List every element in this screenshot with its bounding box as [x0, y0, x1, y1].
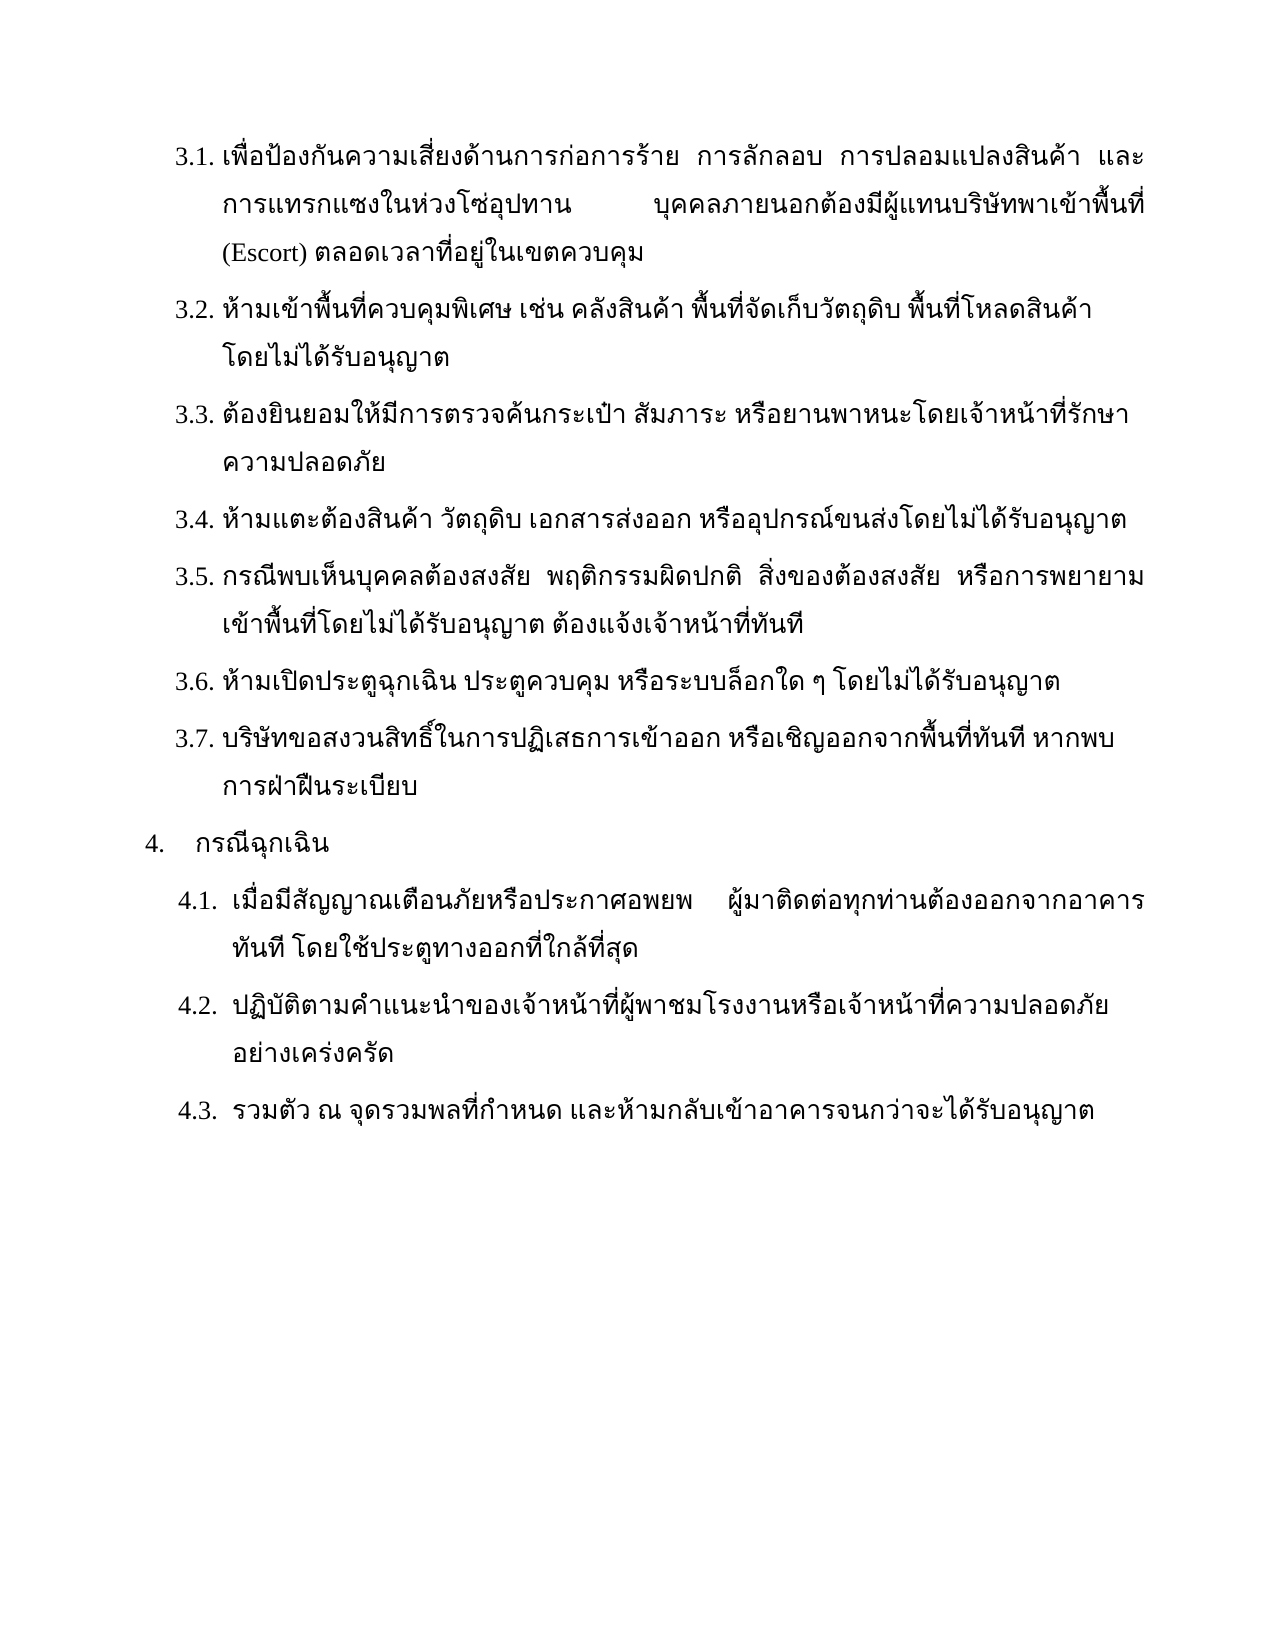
list-item — [0, 657, 1275, 705]
document-body — [0, 132, 1275, 1143]
list-item-text: กรณีพบเห็นบุคคลต้องสงสัย พฤติกรรมผิดปกติ สิ่งของต้องสงสัย หรือการพยายามเข้าพื้นที่โดยไม่ได้รับอนุญาต ต้องแจ้งเจ้าหน้าที่ทันที — [222, 561, 1145, 639]
list-item — [0, 1086, 1275, 1134]
section-heading-text: กรณีฉุกเฉิน — [195, 828, 330, 858]
list-item-text: บริษัทขอสงวนสิทธิ์ในการปฏิเสธการเข้าออก หรือเชิญออกจากพื้นที่ทันที หากพบการฝ่าฝืนระเบียบ — [222, 723, 1115, 801]
list-item-text: ห้ามเปิดประตูฉุกเฉิน ประตูควบคุม หรือระบบล็อกใด ๆ โดยไม่ได้รับอนุญาต — [222, 666, 1061, 696]
list-marker: 3.6. — [175, 666, 215, 696]
list-item-text: ต้องยินยอมให้มีการตรวจค้นกระเป๋า สัมภาระ หรือยานพาหนะโดยเจ้าหน้าที่รักษาความปลอดภัย — [222, 399, 1130, 477]
list-marker: 3.7. — [175, 723, 215, 753]
section-heading — [0, 819, 1275, 867]
list-item-text: ห้ามแตะต้องสินค้า วัตถุดิบ เอกสารส่งออก หรืออุปกรณ์ขนส่งโดยไม่ได้รับอนุญาต — [222, 504, 1128, 534]
list-item — [0, 714, 1275, 810]
list-item — [0, 981, 1275, 1077]
list-marker: 3.5. — [175, 561, 215, 591]
list-marker: 3.3. — [175, 399, 215, 429]
list-marker: 3.4. — [175, 504, 215, 534]
list-marker: 3.1. — [175, 141, 215, 171]
list-item — [0, 876, 1275, 972]
list-marker: 4.3. — [178, 1095, 218, 1125]
list-item-text: ปฏิบัติตามคำแนะนำของเจ้าหน้าที่ผู้พาชมโรงงานหรือเจ้าหน้าที่ความปลอดภัยอย่างเคร่งครัด — [232, 990, 1110, 1068]
list-item — [0, 552, 1275, 648]
list-item — [0, 132, 1275, 276]
list-item-text: เมื่อมีสัญญาณเตือนภัยหรือประกาศอพยพ ผู้มาติดต่อทุกท่านต้องออกจากอาคารทันที โดยใช้ประตูทางออกที่ใกล้ที่สุด — [232, 885, 1145, 963]
section-marker: 4. — [145, 828, 165, 858]
list-item — [0, 390, 1275, 486]
list-marker: 3.2. — [175, 294, 215, 324]
list-item — [0, 285, 1275, 381]
list-marker: 4.1. — [178, 885, 218, 915]
list-item-text: เพื่อป้องกันความเสี่ยงด้านการก่อการร้าย การลักลอบ การปลอมแปลงสินค้า และการแทรกแซงในห่วงโซ่อุปทาน บุคคลภายนอกต้องมีผู้แทนบริษัทพาเข้าพื้นที่ (Escort) ตลอดเวลาที่อยู่ในเขตควบคุม — [222, 141, 1145, 267]
list-item-text: รวมตัว ณ จุดรวมพลที่กำหนด และห้ามกลับเข้าอาคารจนกว่าจะได้รับอนุญาต — [232, 1095, 1096, 1125]
list-marker: 4.2. — [178, 990, 218, 1020]
list-item-text: ห้ามเข้าพื้นที่ควบคุมพิเศษ เช่น คลังสินค้า พื้นที่จัดเก็บวัตถุดิบ พื้นที่โหลดสินค้า โดยไม่ได้รับอนุญาต — [222, 294, 1093, 372]
list-item — [0, 495, 1275, 543]
